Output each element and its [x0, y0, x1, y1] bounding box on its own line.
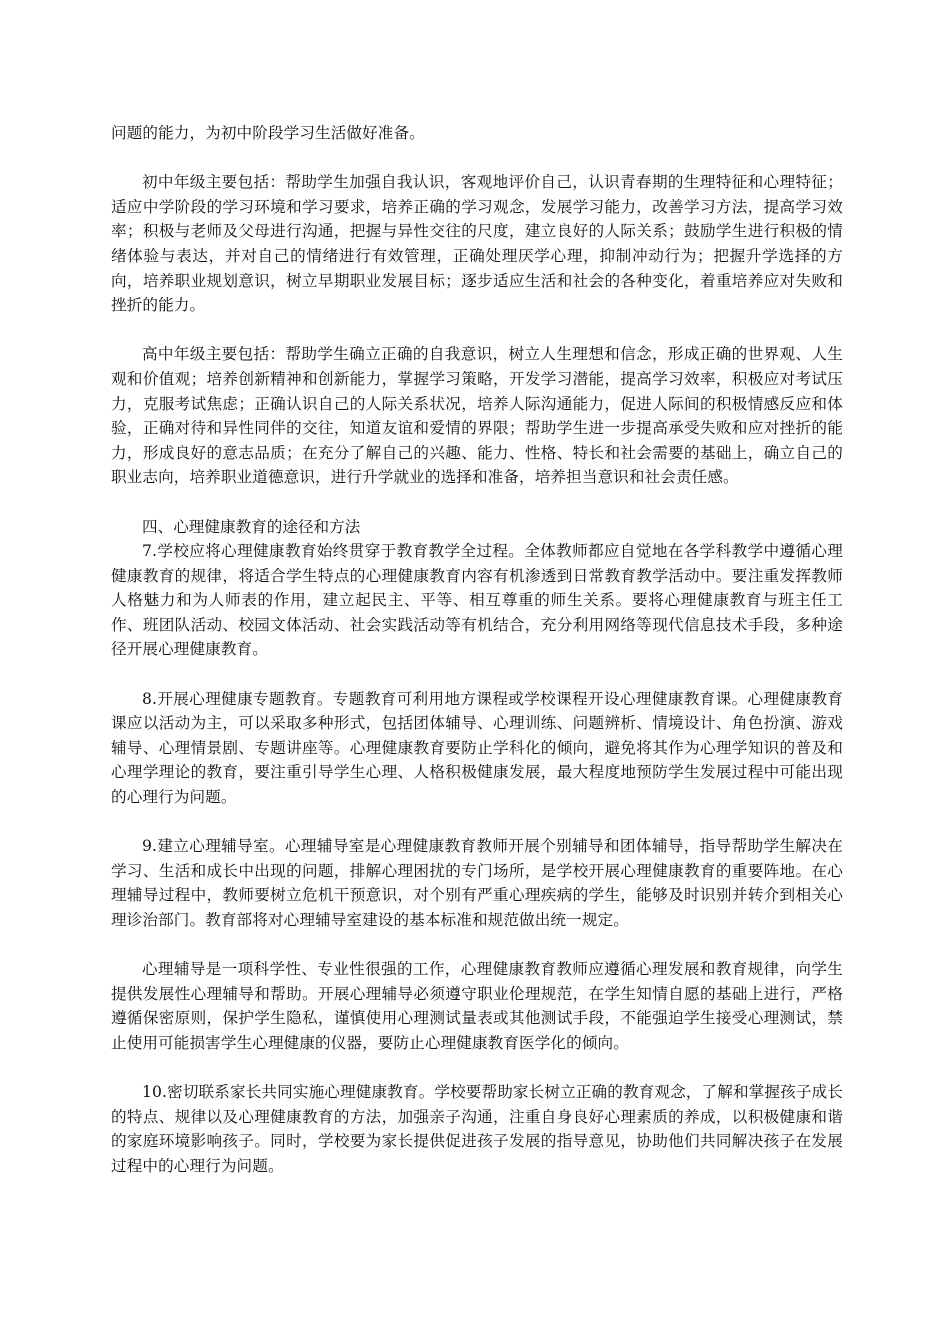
paragraph-item-8: 8.开展心理健康专题教育。专题教育可利用地方课程或学校课程开设心理健康教育课。心理健康教育课应以活动为主，可以采取多种形式，包括团体辅导、心理训练、问题辨析、情境设计、角色扮演、游戏辅导、心理情景剧、专题讲座等。心理健康教育要防止学科化的倾向，避免将其作为心理学知识的普及和心理学理论的教育，要注重引导学生心理、人格积极健康发展，最大程度地预防学生发展过程中可能出现的心理行为问题。 — [111, 689, 843, 807]
paragraph-item-10: 10.密切联系家长共同实施心理健康教育。学校要帮助家长树立正确的教育观念，了解和掌握孩子成长的特点、规律以及心理健康教育的方法，加强亲子沟通，注重自身良好心理素质的养成，以积极健康和谐的家庭环境影响孩子。同时，学校要为家长提供促进孩子发展的指导意见，协助他们共同解决孩子在发展过程中的心理行为问题。 — [111, 1083, 843, 1175]
paragraph-item-7: 7.学校应将心理健康教育始终贯穿于教育教学全过程。全体教师都应自觉地在各学科教学中遵循心理健康教育的规律，将适合学生特点的心理健康教育内容有机渗透到日常教育教学活动中。要注重发挥教师人格魅力和为人师表的作用，建立起民主、平等、相互尊重的师生关系。要将心理健康教育与班主任工作、班团队活动、校园文体活动、社会实践活动等有机结合，充分利用网络等现代信息技术手段，多种途径开展心理健康教育。 — [111, 542, 843, 659]
document-page — [111, 121, 843, 1179]
paragraph-junior-high: 初中年级主要包括：帮助学生加强自我认识，客观地评价自己，认识青春期的生理特征和心理特征；适应中学阶段的学习环境和学习要求，培养正确的学习观念，发展学习能力，改善学习方法，提高学习效率；积极与老师及父母进行沟通，把握与异性交往的尺度，建立良好的人际关系；鼓励学生进行积极的情绪体验与表达，并对自己的情绪进行有效管理，正确处理厌学心理，抑制冲动行为；把握升学选择的方向，培养职业规划意识，树立早期职业发展目标；逐步适应生活和社会的各种变化，着重培养应对失败和挫折的能力。 — [111, 173, 843, 315]
section-heading: 四、心理健康教育的途径和方法 — [142, 517, 361, 536]
paragraph-continuation: 问题的能力，为初中阶段学习生活做好准备。 — [111, 124, 425, 142]
paragraph-item-9: 9.建立心理辅导室。心理辅导室是心理健康教育教师开展个别辅导和团体辅导，指导帮助学生解决在学习、生活和成长中出现的问题，排解心理困扰的专门场所，是学校开展心理健康教育的重要阵地。在心理辅导过程中，教师要树立危机干预意识，对个别有严重心理疾病的学生，能够及时识别并转介到相关心理诊治部门。教育部将对心理辅导室建设的基本标准和规范做出统一规定。 — [111, 837, 843, 929]
paragraph-senior-high: 高中年级主要包括：帮助学生确立正确的自我意识，树立人生理想和信念，形成正确的世界观、人生观和价值观；培养创新精神和创新能力，掌握学习策略，开发学习潜能，提高学习效率，积极应对考试压力，克服考试焦虑；正确认识自己的人际关系状况，培养人际沟通能力，促进人际间的积极情感反应和体验，正确对待和异性同伴的交往，知道友谊和爱情的界限；帮助学生进一步提高承受失败和应对挫折的能力，形成良好的意志品质；在充分了解自己的兴趣、能力、性格、特长和社会需要的基础上，确立自己的职业志向，培养职业道德意识，进行升学就业的选择和准备，培养担当意识和社会责任感。 — [111, 345, 843, 487]
paragraph-counseling: 心理辅导是一项科学性、专业性很强的工作，心理健康教育教师应遵循心理发展和教育规律，向学生提供发展性心理辅导和帮助。开展心理辅导必须遵守职业伦理规范，在学生知情自愿的基础上进行，严格遵循保密原则，保护学生隐私，谨慎使用心理测试量表或其他测试手段，不能强迫学生接受心理测试，禁止使用可能损害学生心理健康的仪器，要防止心理健康教育医学化的倾向。 — [111, 960, 843, 1052]
